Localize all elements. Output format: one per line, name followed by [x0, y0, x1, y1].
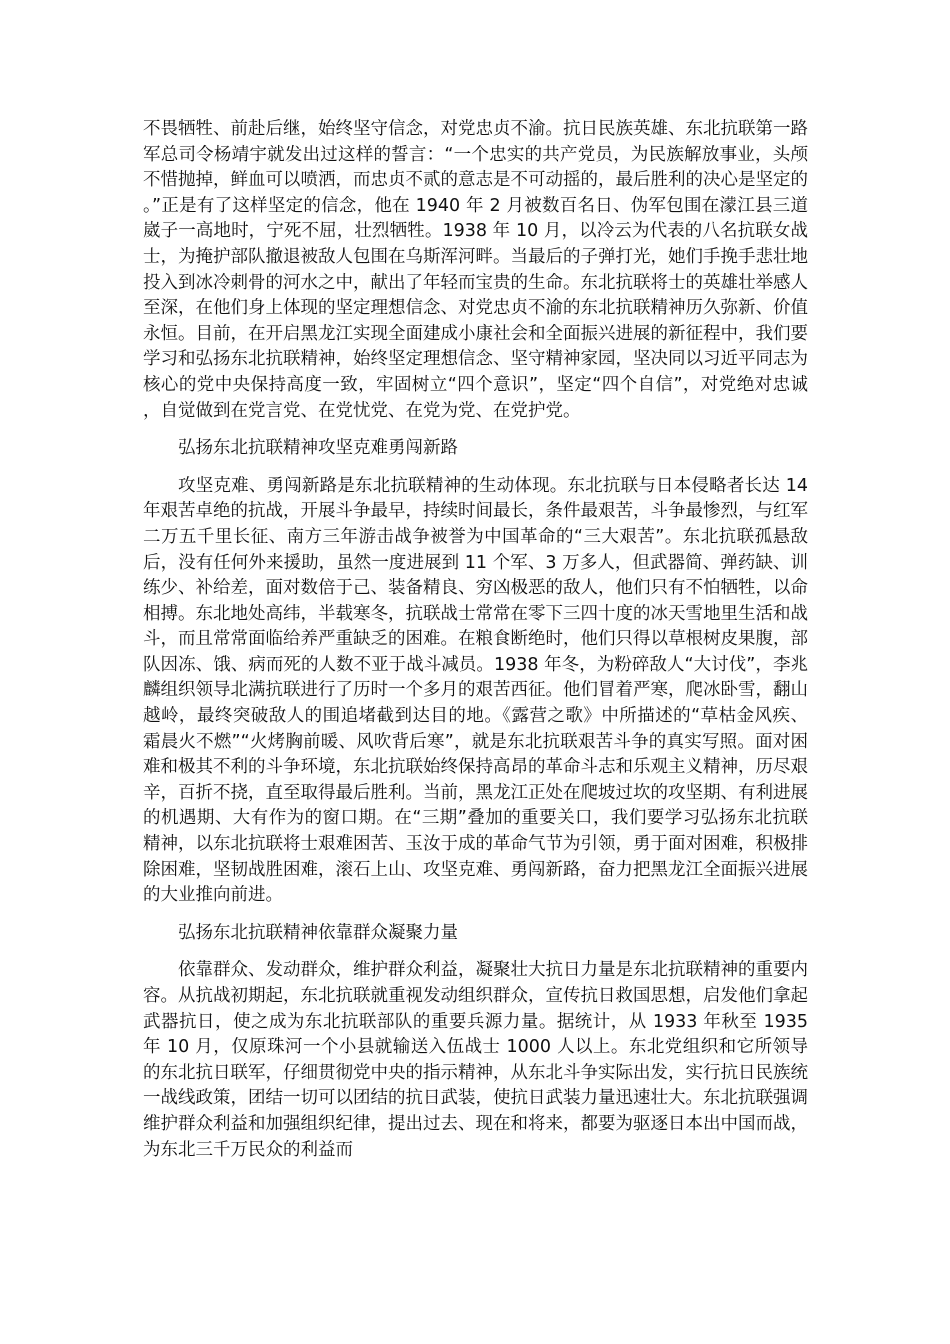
paragraph-overcome-difficulties: 攻坚克难、勇闯新路是东北抗联精神的生动体现。东北抗联与日本侵略者长达 14 年艰苦卓绝的抗战，开展斗争最早，持续时间最长，条件最艰苦，斗争最惨烈，与红军二万五千里长征、南方三年游击战争被誉为中国革命的“三大艰苦”。东北抗联孤悬敌后，没有任何外来援助，虽然一度进展到 11 个军、3 万多人，但武器简、弹药缺、训练少、补给差，面对数倍于己、装备精良、穷凶极恶的敌人，他们只有不怕牺牲，以命相搏。东北地处高纬，半载寒冬，抗联战士常常在零下三四十度的冰天雪地里生活和战斗，而且常常面临给养严重缺乏的困难。在粮食断绝时，他们只得以草根树皮果腹，部队因冻、饿、病而死的人数不亚于战斗减员。1938 年冬，为粉碎敌人“大讨伐”，李兆麟组织领导北满抗联进行了历时一个多月的艰苦西征。他们冒着严寒，爬冰卧雪，翻山越岭，最终突破敌人的围追堵截到达目的地。《露营之歌》中所描述的“草枯金风疾、霜晨火不燃”“火烤胸前暖、风吹背后寒”，就是东北抗联艰苦斗争的真实写照。面对困难和极其不利的斗争环境，东北抗联始终保持高昂的革命斗志和乐观主义精神，历尽艰辛，百折不挠，直至取得最后胜利。当前，黑龙江正处在爬坡过坎的攻坚期、有利进展的机遇期、大有作为的窗口期。在“三期”叠加的重要关口，我们要学习弘扬东北抗联精神，以东北抗联将士艰难困苦、玉汝于成的革命气节为引领，勇于面对困难，积极排除困难，坚韧战胜困难，滚石上山、攻坚克难、勇闯新路，奋力把黑龙江全面振兴进展的大业推向前进。 — [143, 475, 808, 906]
document-page — [143, 117, 808, 1163]
section-heading-rely-on-masses: 弘扬东北抗联精神依靠群众凝聚力量 — [178, 922, 458, 943]
paragraph-loyalty: 不畏牺牲、前赴后继，始终坚守信念，对党忠贞不渝。抗日民族英雄、东北抗联第一路军总司令杨靖宇就发出过这样的誓言：“一个忠实的共产党员，为民族解放事业，头颅不惜抛掉，鲜血可以喷洒，而忠贞不贰的意志是不可动摇的，最后胜利的决心是坚定的。”正是有了这样坚定的信念，他在 1940 年 2 月被数百名日、伪军包围在濛江县三道崴子一高地时，宁死不屈，壮烈牺牲。1938 年 10 月，以冷云为代表的八名抗联女战士，为掩护部队撤退被敌人包围在乌斯浑河畔。当最后的子弹打光，她们手挽手悲壮地投入到冰冷刺骨的河水之中，献出了年轻而宝贵的生命。东北抗联将士的英雄壮举感人至深，在他们身上体现的坚定理想信念、对党忠贞不渝的东北抗联精神历久弥新、价值永恒。目前，在开启黑龙江实现全面建成小康社会和全面振兴进展的新征程中，我们要学习和弘扬东北抗联精神，始终坚定理想信念、坚守精神家园，坚决同以习近平同志为核心的党中央保持高度一致，牢固树立“四个意识”，坚定“四个自信”，对党绝对忠诚，自觉做到在党言党、在党忧党、在党为党、在党护党。 — [143, 119, 808, 421]
section-heading-overcome-difficulties: 弘扬东北抗联精神攻坚克难勇闯新路 — [178, 438, 458, 459]
paragraph-rely-on-masses: 依靠群众、发动群众，维护群众利益，凝聚壮大抗日力量是东北抗联精神的重要内容。从抗战初期起，东北抗联就重视发动组织群众，宣传抗日救国思想，启发他们拿起武器抗日，使之成为东北抗联部队的重要兵源力量。据统计，从 1933 年秋至 1935 年 10 月，仅原珠河一个小县就输送入伍战士 1000 人以上。东北党组织和它所领导的东北抗日联军，仔细贯彻党中央的指示精神，从东北斗争实际出发，实行抗日民族统一战线政策，团结一切可以团结的抗日武装，使抗日武装力量迅速壮大。东北抗联强调维护群众利益和加强组织纪律，提出过去、现在和将来，都要为驱逐日本出中国而战，为东北三千万民众的利益而 — [143, 960, 808, 1160]
